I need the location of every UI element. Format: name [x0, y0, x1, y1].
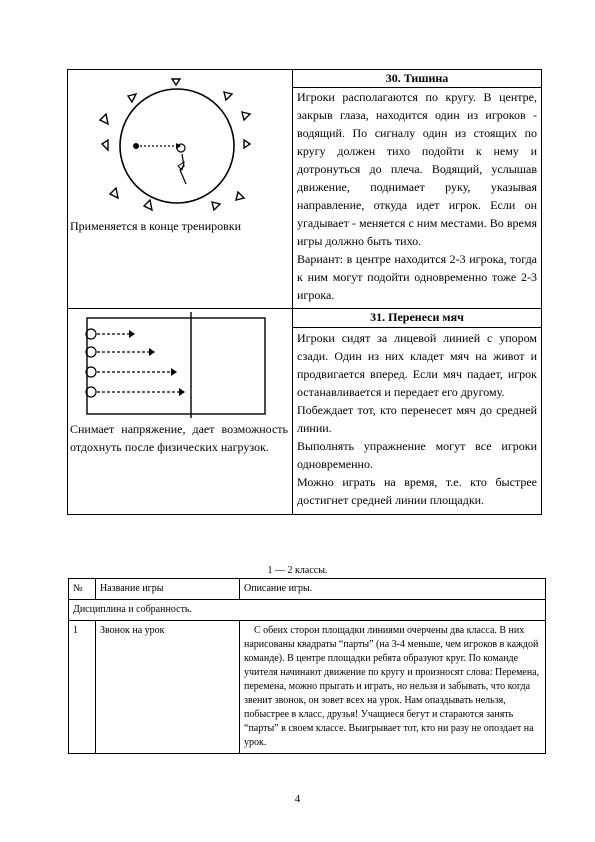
- row-game-name: Звонок на урок: [96, 621, 240, 754]
- game-31-title: 31. Перенеси мяч: [370, 310, 464, 324]
- table-column-divider: [292, 69, 293, 515]
- header-game-description: Описание игры.: [240, 579, 546, 600]
- row-number: 1: [69, 621, 96, 754]
- page-number: 4: [294, 793, 301, 805]
- games-table: [67, 69, 542, 515]
- game-30-paragraph-2: Вариант: в центре находится 2-3 игрока, тогда к ним могут подойти одновременно тоже 2-3 игрока.: [297, 252, 537, 302]
- table-border-right: [541, 69, 542, 515]
- game-31-paragraph-1: Игроки сидят за лицевой линией с упором сзади. Один из них кладет мяч на живот и продвигается вперед. Если мяч падает, игрок останавливается и передает его другому.: [297, 331, 537, 399]
- game-30-description: [297, 88, 537, 304]
- header-game-name: Название игры: [96, 579, 240, 600]
- table-header-row: [69, 579, 546, 600]
- field-game-diagram: [71, 312, 271, 418]
- classes-games-table: [68, 578, 546, 754]
- game-31-paragraph-4: Можно играть на время, т.е. кто быстрее достигнет средней линии площадки.: [297, 475, 537, 507]
- section-title: Дисциплина и собранность.: [69, 600, 546, 621]
- header-number: №: [69, 579, 96, 600]
- game-31-description: [297, 329, 537, 509]
- game-31-paragraph-2: Побеждает тот, кто перенесет мяч до средней линии.: [297, 403, 537, 435]
- table-caption: 1 — 2 классы.: [267, 565, 328, 576]
- game-30-paragraph-1: Игроки располагаются по кругу. В центре, закрыв глаза, находится один из игроков - водящий. По сигналу один из стоящих по кругу должен тихо подойти к нему и дотронуться до плеча. Водящий, услышав движение, поднимает руку, указывая направление, откуда идет игрок. Если он угадывает - меняется с ним местами. Во время игры должно быть тихо.: [297, 90, 537, 248]
- game-31-paragraph-3: Выполнять упражнение могут все игроки одновременно.: [297, 439, 537, 471]
- game-30-title: 30. Тишина: [385, 71, 449, 85]
- circle-game-diagram: [92, 74, 262, 214]
- table-row: [69, 621, 546, 754]
- table-border-top: [67, 69, 542, 70]
- table-border-left: [67, 69, 68, 515]
- table-row-divider: [67, 308, 542, 309]
- game-31-title-divider: [293, 327, 541, 328]
- game-30-note: Применяется в конце тренировки: [70, 219, 242, 233]
- game-31-note: Снимает напряжение, дает возможность отдохнуть после физических нагрузок.: [70, 422, 288, 454]
- table-section-row: [69, 600, 546, 621]
- row-game-description: С обеих сторон площадки линиями очерчены два класса. В них нарисованы квадраты “парты” (на 3-4 меньше, чем игроков в каждой команде). В центре площадки ребята образуют круг. По команде учителя начинают движение по кругу и произносят слова: Перемена, перемена, можно прыгать и играть, но нельзя и забывать, что когда звенит звонок, он зовет всех на урок. Нам опаздывать нельзя, побыстрее в класс, друзья! Учащиеся бегут и стараются занять “парты” в своем классе. Выигрывает тот, кто ни разу не опоздает на урок.: [240, 621, 546, 754]
- table-border-bottom: [67, 514, 542, 515]
